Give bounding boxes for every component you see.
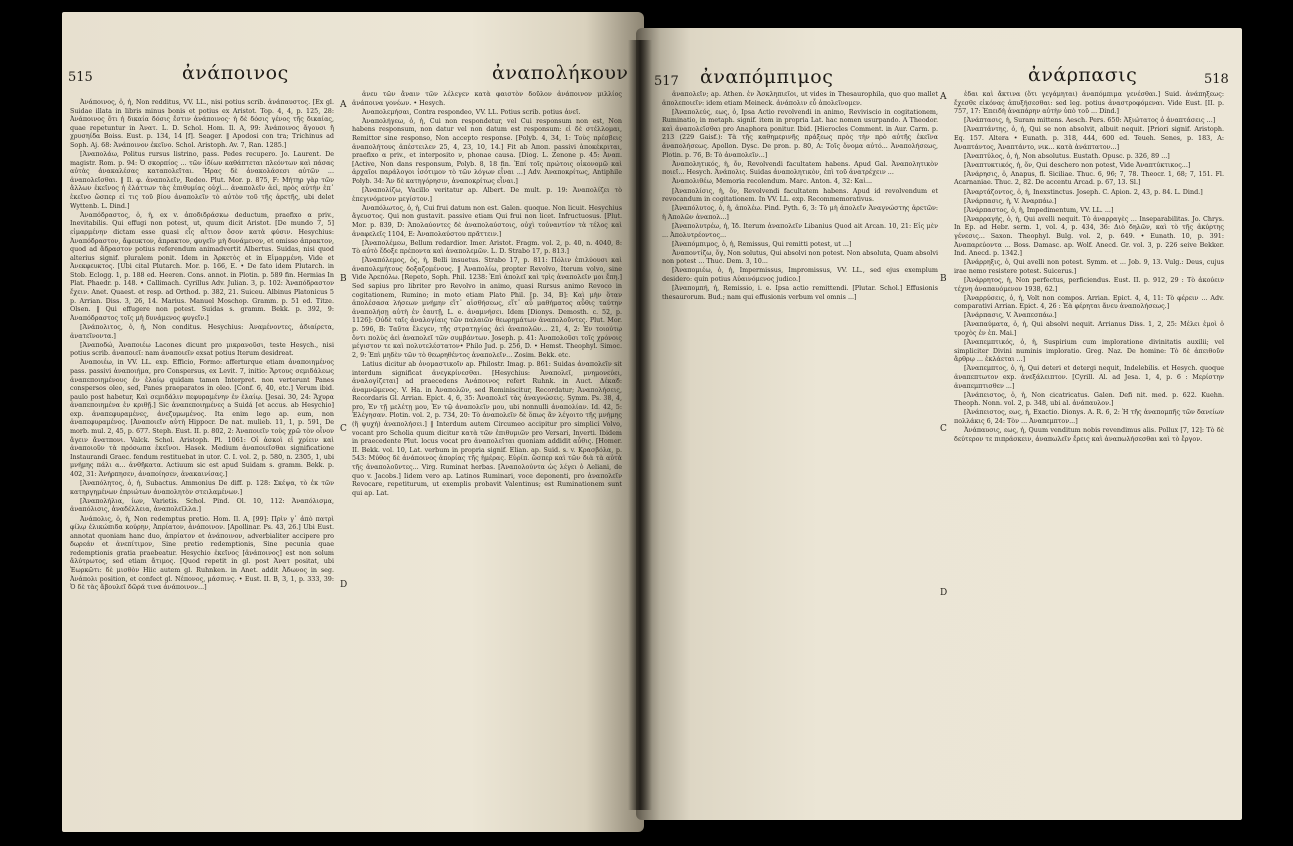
entry-paragraph: Ἀναπολήγεω, ὁ, ἡ, Cui non respondetur, vel Cui responsum non est, Non habens responsum, non datur vel non datum est responsum: εἰ δὲ στέλλομαι, Remittor sine responso, Non accepto response. [Polyb. 4, 34, 1: Τοὺς πρέσβεις ἀναπολήτους ἀπέστειλεν 25, 4, 23, 10, 14.] Fit ab Ἀποπ. passivi ἀποκέκριται, praefixo α priv., et interposito ν, phonae causa. [Diog. L. Zenone p. 45: Ἀναπ. [Active, Non dans responsum, Polyb. 8, 18 fin. Ἐπί τοῖς πρώτοις οἰκονομῶ καὶ ἀρχαῖοι παράλογοι ἰσότιμον τὸ τῶν λόγων εἶναι ...] Adv. Ἀναποκρίτως, Antiphile Polyb. 34: Ἄν δὲ κατηγόρησιν, ἀναποκρίτως εἶναι.] bbox=[352, 116, 622, 185]
entry-paragraph: [Ἀναπεμπτικός, ὁ, ἡ, Suspirium cum imploratione divinitatis auxilii; vel simpliciter Divini numinis imploratio. Greg. Naz. De homine: Τὸ δὲ ἀπειθοῦν ἄρθρῳ ... ἐκλάεται ...] bbox=[954, 338, 1224, 364]
headword-right: ἀναπολήκουν bbox=[492, 62, 629, 84]
entry-paragraph: ἀνευ τῶν ἄναιν τῶν λέλεγεν κατὰ φαιστὸν δοῦλον ἀνάποινον μιλλίος ἀνάποινα γονέων. • Hesych. bbox=[352, 90, 622, 107]
entry-paragraph: [Ἀναπολεύς, εως, ὁ, Ipsa Actio revolvendi in animo, Reviviscio in cogitationem, Ruminatio, in metaph. signif. item in propria Lat. hac nomen usurpando. A Theodor. καὶ ἀναπολεῖσθαι pro Anaphora ponitur. Ibid. [Hierocles Comment. in Aur. Carm. p. 213 (229 Gaisf.): Τὰ τῆς καθημερινῆς πράξεως πρὸς τὴν πρὸ αὐτῆς ἐκεῖνα ἀναπολήσεως. Apollon. Dysc. De pron. p. 80, A: Τοῖς ὄνομα αὐτό... Ἀναπολήσεως, Plotin. p. 76, B: Τὸ ἀναπολεῖν...] bbox=[662, 107, 938, 159]
right-page bbox=[636, 28, 1242, 820]
entry-paragraph: [Ἀναπολίζω, Vacillo veritatur ap. Albert. De mult. p. 19: Ἀναπολίζει τὸ ἐπεγινόμενον μεγίστον.] bbox=[352, 186, 622, 203]
entry-paragraph: Ἀνάπολις, ὁ, ἡ, Non redemptus pretio. Hom. Il. A, [99]: Πρὶν γ᾽ ἀπὸ πατρὶ φίλῳ ἐλικώπιδα κούρην, Ἀπρίατον, ἀνάποινον. [Apollinar. Ps. 43, 26.] Ubi Eust. annotat quoniam hanc duo, ἀπρίατον et ἀνάποινον, adverbialiter accipere pro δωρεάν et ἀνεπίτιμον, Sine pretio redemptionis, Sine pecunia quae redemptionis gratia praebeatur. Hesychio ἐκεῖνος [ἀνάποινος] est non solum ἄλύτρωτος, sed etiam ἄτιμος. [Quod repetit in gl. post Ἀνατ positat, ubi Ἐωρκῶτι: δὲ μισθὸν Hiic autem gl. Ruhnken. in Anet. addit Ἀδωνος in seg. Ἀνάπολι position, et confect gl. Νέπονος, μάσπινς. • Eust. II. B, 3, 1, p. 333, 39: Ὁ δὲ τὰς ἄβουλεῖ δῶρά τινα ἀνάποινον...] bbox=[70, 514, 334, 592]
margin-letter-d: D bbox=[340, 580, 348, 590]
entry-paragraph: Ἀναποντίζω, ὄγ, Non solutus, Qui absolvi non potest. Non absoluta, Quam absolvi non potest ... Thuc. Dem. 3, 10... bbox=[662, 248, 938, 266]
entry-paragraph: Ἀναπόλωτος, ὁ, ἡ, Cui frui datum non est. Galen. quoque. Non licuit. Hesychius ἄγευστος. Qui non gustavit. passive etiam Qui frui non licet. Infructuosus. [Plut. Mor. p. 839, D: Ἀπολαύοντες δὲ ἀναπολαύστοις, οὐχὶ τοὐναντίον τὰ τέλος καὶ ἀναφελεῖς 1104, E: Ἀναπολαύστου πρᾶττειν.] bbox=[352, 203, 622, 238]
entry-paragraph: Ἀναπολιθέω, Memoria recolendum. Marc. Anton. 4, 32: Καὶ... bbox=[672, 177, 873, 186]
entry-paragraph: ἀναπολεῖν; ap. Athen. ἐν Ἀσκληπιεῖοι, ut vides in Thesaurophila, quo quo mallet ἀπολεποιεῖν: idem etiam Meineck. ἀνάπολιν εὖ ἀπολεῖνομεν. bbox=[662, 90, 938, 107]
entry-paragraph: [Ἀναπόλεμος, ὁς, ἡ, Belli insuetus. Strabo 17, p. 811: Πόλιν ἐπιλύουσι καὶ ἀναπολεμήτους δοξαζομένους. ‖ Ἀναπολίω, propter Revolvo, Iterum volvo, sine Vide Ἀρεπόλω. [Repeto, Soph. Phil. 1238: Ἐπὶ ἀπολεῖ καὶ τρὶς ἀναπολεῖν μοι ἔπη.] Sed sapius pro libriter pro Revolvo in animo, quasi Rursus animo Revoco in cogitationem, Rumino; in moto etiam Plato Phil. [p. 34, B]: Καὶ μὴν ὅταν ἀπολέσασα λήσεων μνήμην εἴτ᾽ αἰσθήσεως, εἴτ᾽ αὖ μαθήματος αὖθις ταύτην ἀναπολήσῃ αὐτὴ ἐν ἑαυτῇ, L. e. ἀναμνήσει. Idem [Dionys. Demosth. c. 52, p. 1126]: Οὐδὲ ταῖς ἀναλογίαις τῶν παλαιῶν θεωρημάτων ἀναπολοῦντες. Plut. Mor. p. 596, B: Ταῦτα ἔλεγεν, τῆς στρατηγίας ἀεὶ ἀναπολῶν... 21, 4, 2: Ἐν τοιούτῳ ὄντι πολὺς ἀεὶ ἀναπολεῖ τῶν συμβάντων. Joseph. p. 41: Ἀναπολοῦσι τοῖς χρόνοις μέγιστον τε καὶ πολυτελέστατον• Philo Jud. p. 256, D. • Hemst. Theophyl. Simoc. 2, 9: Ἐπὶ μηδὲν τῶν τὸ θεωρηθέντος ἀναπολεῖν... Zosim. Bekk. etc. bbox=[352, 256, 622, 359]
entry-paragraph: [Ἀναπτύλος, ὁ, ἡ, Non absolutus. Eustath. Opusc. p. 326, 89 ...] bbox=[964, 151, 1170, 160]
margin-letter-b: B bbox=[940, 274, 947, 284]
margin-letter-c: C bbox=[340, 424, 347, 434]
entry-paragraph: [Ἀνάρρηξις, ὁ, Qui avelli non potest. Symm. et ... Job. 9, 13. Vulg.: Deus, cujus irae nemo resistere potest. Suicerus.] bbox=[954, 258, 1224, 275]
entry-paragraph: Ἀναπολεμήσαι, Contra respondeo, VV. LL. Potius scrib. potius ἀνεῖ. bbox=[362, 107, 581, 116]
entry-paragraph: [Ἀνάρπασις, ἡ, V. Ἀναρπάω.] bbox=[964, 196, 1057, 205]
entry-paragraph: [Ἀνάρπαστος, ὁ, ἡ, Impedimentum, VV. LL. ...] bbox=[964, 205, 1114, 214]
entry-paragraph: [Ἀναρτάζοντος, ὁ, ἡ, Inexstinctus. Joseph. C. Apion. 2, 43, p. 84. L. Dind.] bbox=[964, 187, 1203, 196]
entry-paragraph: [Ἀναπολήλια, ίων, Varietis. Schol. Pind. Ol. 10, 112: Ἀναπόλισμα, ἀναπόλισις, ἀναδέλλεια, ἀναπολεῖλλα.] bbox=[70, 496, 334, 514]
entry-paragraph: Latius dicitur ab ὀνομαστικοῖν ap. Philostr. Imag. p. 861: Suidas ἀναπολεῖν sit interdum significat ἀνεγκρίνεσθαι. [Hesychius: Ἀναπολεῖ, μνημονεύει, ἀναλογίζεται] ad praecedens Ἀνάποινος refert Ruhnk. in Auct. Δέκαδ: ἀναμνῶμενος. V. Ha. in Ἀναπολῶν, sed Reminiscitur, Recordatur; Ἀναπολήσεις, Recordaris Gl. Arrian. Epict. 4, 6, 35: Ἀναπολεῖ τὰς ἀναγνώσεις. Symm. Ps. 38, 4, pro, Ἐν τῇ μελέτῃ μου, Ἐν τῷ ἀναπολεῖν μου, ubi nonnulli ἀναπολίαν. Id. 42, 5: Ἐλέγησαν. Plotin. vol. 2, p. 734, 20: Τὸ ἀναπολεῖν δὲ ὅπως ἂν λέγοιτο τῆς μνήμης (ἢ ψυχή) ἀναπολήσει.] ‖ Interdum autem Circumeo accipitur pro simplici Volvo, vocant pro Scholia quum dicitur κατὰ τῶν ἐπιθυμιῶν pro Versari, Inverti. Ibidem in praecedente Plut. locus vocat pro ἀναπολεῖται quoniam addidit αὖθις. [Homer. II. Bekk. vol. 10, Lat. verbum in propria signif. Elian. ap. Suid. s. v. Κρασβόλα, p. 543: Μύθος δὲ ἀνάποινος ἀπορίας τῆς ἡμέρας. Εὐρίπ. ὥσπερ καὶ τῶν διὰ τὰ αὐτὰ τῆς ἀναπολοῦντες... Virg. Ruminat herbas. [Ἀναπολούντα ὡς λέγει ὁ Aeliani, de quo v. Jacobs.] Iidem vero ap. Latinos Ruminari, voce deponenti, pro ἀναπολεῖν Revocare, repetiturum, ut exemplis probavit Valentinus; est Ruminationem sunt qui ap. Lat. bbox=[352, 359, 622, 497]
right-column-2 bbox=[954, 90, 1224, 812]
entry-paragraph: [Ἀναπόλητος, ὁ, ἡ, Subactus. Ammonius De diff. p. 128: Σκέψα, τὸ ἐκ τῶν κατηργημένων ἐπριώτων ἀναπολητὸν στειλαμένων.] bbox=[70, 479, 334, 496]
entry-paragraph: [Ἀναπολέμεω, Bellum redardior. Imer. Aristot. Fragm. vol. 2, p. 40, n. 4040, 8: Τὸ αὐτὸ ἔδοξε πρέποντα καὶ ἀναπολεμῶν. L. D. Strabo 17, p. 813.] bbox=[352, 238, 622, 256]
entry-paragraph: [Ἀναπτάντης, ὁ, ἡ, Qui se non absolvit, albuit nequit. [Priori signif. Aristoph. Eq. 157. Altera • Eunath. p. 318, 444, 600 ed. Teueh. Senes, p. 183, A: Ἀναπτάντος, Ἀναπτάντο, νικ... κατὰ ἀνάπτατον...] bbox=[954, 125, 1224, 151]
entry-paragraph: Ἀναπολητικός, ἡ, ὄν, Revolvendi facultatem habens. Apud Gal. Ἀναπολητικὸν ποιεῖ... Hesych. Ἀνάπολις. Suidas ἀναπολητικὸν, ἐπὶ τοῦ ἀνατρέχειν ... bbox=[662, 159, 938, 177]
entry-paragraph: [Ἀναπεμπτος, ὁ, ἡ, Qui deteri et detergi nequit, Indelebilis. et Hesych. quoque ἀναπεπτωτον exp. ἀνεξάλειπτον. [Cyrill. Al. ad Jesa. 1, 4, p. 6 : Μερίστην ἀναπεμπτισθεν ...] bbox=[954, 364, 1224, 390]
entry-paragraph: [Ἀναρραγής, ὁ, ἡ, Qui avelli nequit. Τὸ ἀναρραγὲς ... Inseparabilitas. Jo. Chrys. In Ep. ad Hebr. serm. 1, vol. 4, p. 434, 36: Διὸ δηλῶν, καὶ τὸ τῆς ἀκύρτης γένεσις... Saxon. Theophyl. Bulg. vol. 2, p. 649. • Eunath. 10, p. 391: Ἀναπαρεύοντα ... Boss. Damasc. ap. Wolf. Anecd. Gr. vol. 3, p. 226 seive Bekker. Ind. Anecd. p. 1342.] bbox=[954, 214, 1224, 258]
entry-paragraph: [Ἀνάπειστος, ὁ, ἡ, Non cicatricatus. Galen. Defi nit. med. p. 622. Kuehn. Theoph. Nonn. vol. 2, p. 348, ubi al. ἀνάπαυλον.] bbox=[954, 390, 1224, 408]
entry-paragraph: [Ἀνάρρητος, ἡ, Non perfectus, perficiendus. Eust. II. p. 912, 29 : Τὸ ἀκούειν τέχνη ἀναπαυόμενον 1938, 62.] bbox=[954, 275, 1224, 293]
entry-paragraph: Ἀνάπαυσις, εως, ἡ, Quum venditum nobis revendimus alis. Pollux [7, 12]: Τὸ δὲ δεύτερον τε πιπράσκειν, ἀναπωλεῖν ἔρεις καὶ ἀναπωλήσεσθαι καὶ τὸ ἔργον. bbox=[954, 426, 1224, 443]
margin-letter-d: D bbox=[940, 588, 948, 598]
entry-paragraph: [Ἀναπολυτρέω, ἡ, Ἰδ. Iterum ἀναπολεῖν Libanius Quod ait Arcan. 10, 21: Εἰς μὲν ... Ἀπολυτρέοντος... bbox=[662, 221, 938, 239]
entry-paragraph: [Ἀνάπολιτος, ὁ, ἡ, Non conditus. Hesychius: Ἀναμένοντες, ἀδιαίρετα, ἀνατεῖνοντα.] bbox=[70, 322, 334, 340]
entry-paragraph: ἐδαι καὶ ἄκτινα (ὅτι γεγάμηται) ἀναπόμπιμα γενέσθαι.] Suid. ἀνάπηξεως: ἔχεσθε εἰκόνας ἀπυξήσεσθαι: sed leg. potius ἀναστροφόμεναι. Vide Eust. [II. p. 757, 17: Ἐπειδὴ ἀναπάρην αὐτὴν ὑπὸ τοῦ ... Dind.] bbox=[954, 90, 1224, 116]
entry-paragraph: [Ἀναπολίσις, ἡ, ὄν, Revolvendi facultatem habens. Apud id revolvendum et revocandum in cogitationem. In VV. LL. exp. Recommemorativus. bbox=[662, 186, 938, 204]
right-column-1 bbox=[662, 90, 938, 812]
headword-right: ἀνάρπασις bbox=[1028, 64, 1138, 86]
page-number-right: 518 bbox=[1204, 72, 1229, 87]
entry-paragraph: [Ἀναπτυκτικός, ἡ, ὄν, Qui deschero non potest, Vide Ἀναπτύκτικος...] bbox=[964, 160, 1191, 169]
entry-paragraph: [Ἀνάρησις, ὁ, Anapus, fl. Siciliae. Thuc. 6, 96; 7, 78. Theocr. 1, 68; 7, 151. Fl. Acarnaniae. Thuc. 2, 82. De accentu Arcad. p. 67, 13. Sl.] bbox=[954, 169, 1224, 187]
entry-paragraph: Ἀναπόδραστος, ὁ, ἡ, ex v. ἀποδιδράσκω deductum, praefixo α priv., Inevitabilis. Qui effugi non potest, ut, quum dicit Aristot. [De mundo 7, 5] εἱμαρμένην dictam esse quasi εἶς αἴτιον ὅσον κατὰ φύσιν. Hesychius: Ἀναπόδραστον, ἄφευκτον, ἀπρακτον, φυγεῖν μὴ δυνάμενον, et omisso ἀπρακτον, quod ad ἄδραστον potius referendum animadvertit Albertus. Suidas, nisi quod alterius signif. pluralem ponit. Idem in Ἀρκετὸς et in Εἱμαρμένη. Vide et Ἀνεκφευκτος. [Ubi cital Plutarch. Mor. p. 166, E. • De fato idem Plutarch. in Stob. Eclogg. 1, p. 188 ed. Heeren. Cons. annot. in Plotin. p. 589 fin. Hermias In Plat. Phaedr. p. 148. • Callimach. Cyrillus Adv. Julian. 3, p. 102: Ἀναπόδραστον ἔχειν. Anet. Quaest. et resp. ad Orthod. p. 382, 21. Suiceu. Albinus Platonicus 5 p. Arrian. Diss. 3, 26, 14. Marius. Manuel Moschop. Gramm. p. 51 ed. Titze. Olsen. ‖ Qui effugere non potest. Suidas s. gramm. Bekk. p. 392, 9: Ἀναπόδραστος τοῖς μὴ δυνάμενος φυγεῖν.] bbox=[70, 210, 334, 322]
entry-paragraph: [Ἀναπαύματα, ὁ, ἡ, Qui absolvi nequit. Arrianus Diss. 1, 2, 25: Μέλει ἐμοὶ ὁ τροχὸς ἐν ἐπ. Mai.] bbox=[954, 320, 1224, 338]
entry-paragraph: [Ἀναρρύσεις, ὁ, ἡ, Volt non compos. Arrian. Epict. 4, 4, 11: Τὸ φέρειν ... Adv. comparativi Arrian. Epict. 4, 26 : Ἐὰ φέρηται ἄνευ ἀναπολήσεως.] bbox=[954, 293, 1224, 311]
entry-paragraph: [Ἀναπολάω, Politus rursus listrino, pass. Pedes recupero. Jo. Laurent. De magistr. Rom. p. 94: Ὁ σκορπίος ... τῶν ἰδίων καθάπτεται πλεόντων καὶ πάσας αὐτὰς ἀνακαλέσας καταπολεῖται. Ἤρας δὲ ἀνακολάσεσι αὐτῶν ... ἀναπολεῖσθαι. ‖ Il. φ. ἀναπολεῖν, Redeo. Plut. Mor. p. 875, F: Μήτηρ γὰρ τῶν ἄλλων ἐκεῖνος ἡ ἐλάττων τὰς ἐπιθυμίας οὐχὶ... ἀναπολεῖν ἀεὶ, πρὸς αὐτὴν ἐπ᾽ ἐκεῖνο ὥσπερ εἰ τις τοῦ βίου ἀναπολεῖν τὸ αὐτὸν τοῦ τῆς ἀρετῆς, ubi delet Wyttenb. L. Dind.] bbox=[70, 150, 334, 210]
headword-left: ἀνάποινος bbox=[182, 62, 289, 84]
entry-paragraph: [Ἀνάρπασις, V. Ἀναπεσπάω.] bbox=[964, 311, 1057, 320]
headword-left: ἀναπόμπιμος bbox=[700, 66, 834, 88]
page-number-left: 515 bbox=[68, 70, 93, 85]
margin-letter-a: A bbox=[340, 100, 347, 110]
entry-paragraph: [Ἀναπομπή, ἡ, Remissio, i. e. Ipsa actio remittendi. [Plutar. Schol.] Effusionis thesaurorum. Bud.; nam qui effusionis verbum vel omnis ...] bbox=[662, 284, 938, 301]
margin-letter-b: B bbox=[340, 274, 347, 284]
book-gutter-shadow bbox=[628, 40, 652, 810]
left-page bbox=[62, 12, 644, 832]
entry-paragraph: Ἀνάποινος, ὁ, ἡ, Non redditus, VV. LL., nisi potius scrib. ἀνάπαυστος. [Ex gl. Suidae illata in libris minus bonis et potius ex Aristot. Top. 4, 4, p. 125, 28: Ἀνάποινος ὅτι ἡ δικαία δόσις ἔστιν ἀνάποινος· ἡ δὲ δόσις γένος τῆς δικαίας, quae repetuntur in Ἀνατ. L. D. Schol. Hom. Il. A, 99: Ἀνάποινος ἄγουσι ἢ χρυσηίδα Boiss. Eust. p. 134, 14 [f]. Seager. ‖ Apodosi con tra; Trichinus ad Soph. Aj. 68: Ἀνάποινον ἐκεῖνο. Schol. Aristoph. Av. 7, Ran. 1285.] bbox=[70, 98, 334, 149]
entry-paragraph: [Ἀνάπτασις, ἡ, Suram mittens. Aesch. Pers. 650: Ἀξιώτατος ὁ ἀναπτάσεις ...] bbox=[964, 116, 1216, 125]
margin-letter-c: C bbox=[940, 424, 947, 434]
left-column-2 bbox=[352, 90, 622, 825]
left-column-1 bbox=[70, 98, 334, 823]
entry-paragraph: Ἀναποιέω, in VV. LL. exp. Efficio, Formo: afferturque etiam ἀναποιημένος pass. passivi ἀναποιήμα, pro Conspersus, ex Levit. 7, initio: Ἄρτους σεμιδάλεως ἀναπεποιημένους ἐν ἐλαίῳ quidam tamen Interpret. non verterunt Panes conspersos oleo, sed, Panes praeparatos in oleo. [Conf. 6, 40, etc.] Verum ibid. paulo post habetur, Καὶ σεμιδάλιν πεφυραμένην ἐν ἐλαίῳ. [Jesai. 30, 24: Ἄχυρα ἀναπεποιημένα ἐν κριθῇ.] Sic ἀναπεποιημένες a Suidá [et accus. ab Hesychio] exp. ἀναπεφυραμένες, ἀνεζυμωμένος. Ita enim lego ap. eum, non ἀναπεφυραμένος. [Ἀναποιεῖν αὐτὴ Hippocr. De nat. mulieb. 11, 1, p. 591, De morb. mul. 2, 45, p. 677. Steph. Eust. II. p. 802, 2: Ἀναποιεῖν τοὺς χρῶ τὸν οἶνον ἄγειν ἄνατπονι. Valck. Schol. Aristoph. Pl. 1061: Οἱ ἀσκοὶ εἰ χρίειν καὶ ἀναποιοῦν τὰ πρόσωπα ἐκεῖνοι. Hasek. Medium ἀναποιεῖσθαι significatione Instaurandi Graec. fendum restituebat in utor. C. I. vol. 2, p. 580, n. 2305, 1, ubi μνήμης πάλι α... ἀνθῆκατα. Actiuum sic est apud Suidam s. gramm. Bekk. p. 402, 31: Ἀνήρπησεν, ἀναποίησεν, ἀνακαινίσας.] bbox=[70, 358, 334, 479]
entry-paragraph: [Ἀναπόλυτος, ὁ, ἡ, ἀπολέω. Pind. Pyth. 6, 3: Τὸ μὴ ἀπολεῖν Ἀναγνώστης ἀρετῶν: ἡ Ἀπολῶν ἀναπολ...] bbox=[662, 204, 938, 221]
entry-paragraph: [Ἀναπόμπιμος, ὁ, ἡ, Remissus, Qui remitti potest, ut ...] bbox=[672, 239, 852, 248]
entry-paragraph: [Ἀνάπειστος, εως, ἡ, Exactio. Dionys. A. R. 6, 2: Ἡ τῆς ἀναπομπῆς τῶν δανείων πολλάκις 6, 24: Τὸν ... Ἀναπεμπτον...] bbox=[954, 408, 1224, 425]
margin-letter-a: A bbox=[940, 92, 947, 102]
page-number-left: 517 bbox=[654, 74, 679, 89]
entry-paragraph: [Ἀναποδώ, Ἀναποιέω Lacones dicunt pro μικρανοῦσι, teste Hesych., nisi potius scrib. ἀναποιεῖ: nam ἀναποιεῖν exsat potius Iterum desidreat. bbox=[70, 340, 334, 358]
entry-paragraph: [Ἀναπομιέω, ὁ, ἡ, Impermissus, Impromissus, VV. LL., sed ejus exemplum desidero: quin potius Αὐαινόμενος judico.] bbox=[662, 266, 938, 283]
